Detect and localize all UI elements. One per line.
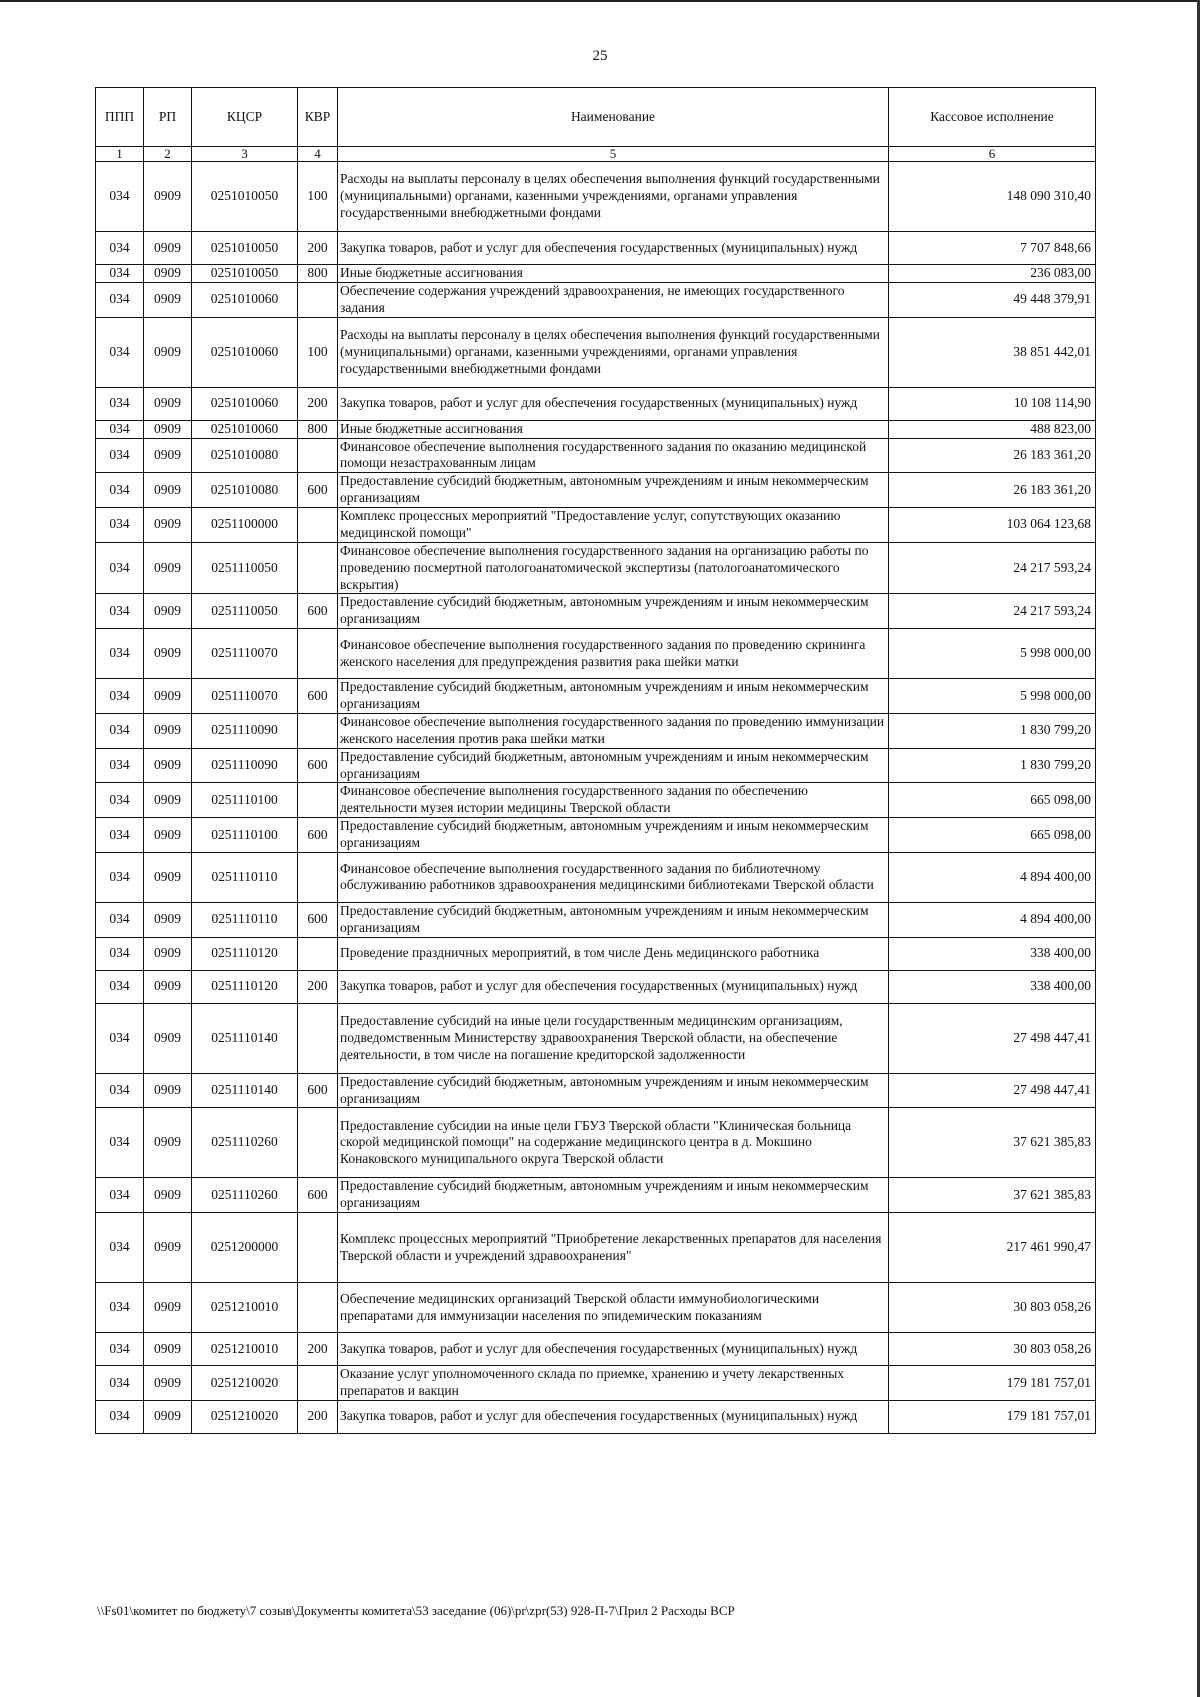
cell-name: Оказание услуг уполномоченного склада по приемке, хранению и учету лекарственных препаратов и вакцин xyxy=(338,1366,889,1401)
cell-name: Обеспечение содержания учреждений здравоохранения, не имеющих государственного задания xyxy=(338,282,889,317)
cell-kcsr: 0251110100 xyxy=(192,818,298,853)
cell-amount: 10 108 114,90 xyxy=(889,387,1096,420)
cell-kvr xyxy=(298,508,338,543)
cell-ppp: 034 xyxy=(96,473,144,508)
cell-ppp: 034 xyxy=(96,1283,144,1333)
cell-kvr: 100 xyxy=(298,162,338,232)
table-row xyxy=(96,818,1096,853)
cell-ppp: 034 xyxy=(96,852,144,902)
cell-rp: 0909 xyxy=(144,162,192,232)
header-name: Наименование xyxy=(338,88,889,147)
cell-rp: 0909 xyxy=(144,542,192,594)
table-row xyxy=(96,902,1096,937)
cell-name: Закупка товаров, работ и услуг для обеспечения государственных (муниципальных) нужд xyxy=(338,1333,889,1366)
table-row xyxy=(96,970,1096,1003)
cell-name: Финансовое обеспечение выполнения государственного задания по проведению иммунизации женского населения против рака шейки матки xyxy=(338,713,889,748)
table-row xyxy=(96,473,1096,508)
cell-name: Иные бюджетные ассигнования xyxy=(338,265,889,283)
cell-ppp: 034 xyxy=(96,542,144,594)
cell-name: Предоставление субсидий бюджетным, автономным учреждениям и иным некоммерческим организациям xyxy=(338,818,889,853)
cell-amount: 5 998 000,00 xyxy=(889,629,1096,679)
cell-kcsr: 0251110070 xyxy=(192,629,298,679)
cell-name: Расходы на выплаты персоналу в целях обеспечения выполнения функций государственными (муниципальными) органами, казенными учреждениями, органами управления государственными внебюджетными фондами xyxy=(338,317,889,387)
column-number: 1 xyxy=(96,147,144,162)
cell-kvr: 600 xyxy=(298,902,338,937)
table-row xyxy=(96,1366,1096,1401)
table-header-row xyxy=(96,88,1096,147)
cell-kcsr: 0251110050 xyxy=(192,594,298,629)
cell-ppp: 034 xyxy=(96,818,144,853)
cell-amount: 38 851 442,01 xyxy=(889,317,1096,387)
cell-name: Предоставление субсидий бюджетным, автономным учреждениям и иным некоммерческим организациям xyxy=(338,594,889,629)
cell-rp: 0909 xyxy=(144,282,192,317)
cell-amount: 4 894 400,00 xyxy=(889,902,1096,937)
cell-ppp: 034 xyxy=(96,902,144,937)
cell-kcsr: 0251110090 xyxy=(192,713,298,748)
cell-amount: 26 183 361,20 xyxy=(889,438,1096,473)
cell-ppp: 034 xyxy=(96,1366,144,1401)
cell-kcsr: 0251010080 xyxy=(192,473,298,508)
cell-name: Предоставление субсидий бюджетным, автономным учреждениям и иным некоммерческим организациям xyxy=(338,902,889,937)
cell-kcsr: 0251110120 xyxy=(192,937,298,970)
cell-kcsr: 0251110050 xyxy=(192,542,298,594)
cell-kvr: 200 xyxy=(298,232,338,265)
column-number: 2 xyxy=(144,147,192,162)
cell-kcsr: 0251110260 xyxy=(192,1178,298,1213)
cell-kvr xyxy=(298,438,338,473)
cell-rp: 0909 xyxy=(144,508,192,543)
cell-kvr: 200 xyxy=(298,387,338,420)
cell-kcsr: 0251110120 xyxy=(192,970,298,1003)
table-row xyxy=(96,629,1096,679)
cell-kcsr: 0251210010 xyxy=(192,1333,298,1366)
cell-kcsr: 0251010050 xyxy=(192,265,298,283)
cell-kcsr: 0251010060 xyxy=(192,387,298,420)
cell-kcsr: 0251110260 xyxy=(192,1108,298,1178)
cell-kvr: 800 xyxy=(298,265,338,283)
cell-kvr xyxy=(298,282,338,317)
header-kvr: КВР xyxy=(298,88,338,147)
cell-name: Финансовое обеспечение выполнения государственного задания по оказанию медицинской помощи незастрахованным лицам xyxy=(338,438,889,473)
cell-rp: 0909 xyxy=(144,970,192,1003)
header-amount: Кассовое исполнение xyxy=(889,88,1096,147)
table-row xyxy=(96,937,1096,970)
cell-kcsr: 0251210020 xyxy=(192,1366,298,1401)
cell-amount: 5 998 000,00 xyxy=(889,679,1096,714)
cell-kcsr: 0251010060 xyxy=(192,282,298,317)
cell-kvr xyxy=(298,1283,338,1333)
column-number: 6 xyxy=(889,147,1096,162)
scan-edge-top xyxy=(0,0,1200,2)
cell-amount: 665 098,00 xyxy=(889,783,1096,818)
cell-ppp: 034 xyxy=(96,1178,144,1213)
cell-ppp: 034 xyxy=(96,1333,144,1366)
cell-kvr: 200 xyxy=(298,1333,338,1366)
cell-ppp: 034 xyxy=(96,387,144,420)
cell-amount: 179 181 757,01 xyxy=(889,1400,1096,1433)
header-kcsr: КЦСР xyxy=(192,88,298,147)
table-row xyxy=(96,317,1096,387)
table-row xyxy=(96,1003,1096,1073)
cell-kvr xyxy=(298,1003,338,1073)
cell-kcsr: 0251010080 xyxy=(192,438,298,473)
cell-name: Предоставление субсидий бюджетным, автономным учреждениям и иным некоммерческим организациям xyxy=(338,679,889,714)
cell-kvr xyxy=(298,1108,338,1178)
cell-amount: 488 823,00 xyxy=(889,420,1096,438)
cell-rp: 0909 xyxy=(144,1003,192,1073)
cell-kvr: 600 xyxy=(298,594,338,629)
header-ppp: ППП xyxy=(96,88,144,147)
cell-name: Предоставление субсидий бюджетным, автономным учреждениям и иным некоммерческим организациям xyxy=(338,1073,889,1108)
cell-kcsr: 0251200000 xyxy=(192,1213,298,1283)
cell-rp: 0909 xyxy=(144,783,192,818)
cell-kvr xyxy=(298,542,338,594)
cell-ppp: 034 xyxy=(96,679,144,714)
table-row xyxy=(96,387,1096,420)
cell-amount: 26 183 361,20 xyxy=(889,473,1096,508)
cell-rp: 0909 xyxy=(144,1178,192,1213)
table-row xyxy=(96,438,1096,473)
cell-ppp: 034 xyxy=(96,265,144,283)
cell-name: Финансовое обеспечение выполнения государственного задания по обеспечению деятельности музея истории медицины Тверской области xyxy=(338,783,889,818)
cell-kcsr: 0251010050 xyxy=(192,162,298,232)
table-row xyxy=(96,508,1096,543)
cell-amount: 24 217 593,24 xyxy=(889,542,1096,594)
cell-amount: 24 217 593,24 xyxy=(889,594,1096,629)
cell-rp: 0909 xyxy=(144,1283,192,1333)
cell-rp: 0909 xyxy=(144,1366,192,1401)
cell-kvr xyxy=(298,852,338,902)
cell-amount: 30 803 058,26 xyxy=(889,1283,1096,1333)
cell-ppp: 034 xyxy=(96,970,144,1003)
cell-name: Предоставление субсидий бюджетным, автономным учреждениям и иным некоммерческим организациям xyxy=(338,473,889,508)
cell-ppp: 034 xyxy=(96,282,144,317)
cell-kvr: 100 xyxy=(298,317,338,387)
cell-name: Проведение праздничных мероприятий, в том числе День медицинского работника xyxy=(338,937,889,970)
table-row xyxy=(96,1073,1096,1108)
cell-kcsr: 0251110090 xyxy=(192,748,298,783)
cell-rp: 0909 xyxy=(144,902,192,937)
cell-kvr: 600 xyxy=(298,1073,338,1108)
cell-kcsr: 0251110140 xyxy=(192,1073,298,1108)
cell-amount: 236 083,00 xyxy=(889,265,1096,283)
cell-rp: 0909 xyxy=(144,937,192,970)
cell-name: Обеспечение медицинских организаций Тверской области иммунобиологическими препаратами для иммунизации населения по эпидемическим показаниям xyxy=(338,1283,889,1333)
cell-kvr: 600 xyxy=(298,748,338,783)
cell-amount: 30 803 058,26 xyxy=(889,1333,1096,1366)
cell-rp: 0909 xyxy=(144,1333,192,1366)
table-row xyxy=(96,1333,1096,1366)
table-row xyxy=(96,162,1096,232)
cell-kcsr: 0251210020 xyxy=(192,1400,298,1433)
cell-kvr xyxy=(298,713,338,748)
table-row xyxy=(96,713,1096,748)
table-row xyxy=(96,1213,1096,1283)
table-row xyxy=(96,594,1096,629)
cell-amount: 217 461 990,47 xyxy=(889,1213,1096,1283)
cell-kvr: 600 xyxy=(298,679,338,714)
table-row xyxy=(96,1283,1096,1333)
cell-ppp: 034 xyxy=(96,1400,144,1433)
cell-kcsr: 0251010060 xyxy=(192,420,298,438)
table-row xyxy=(96,748,1096,783)
cell-rp: 0909 xyxy=(144,679,192,714)
cell-rp: 0909 xyxy=(144,420,192,438)
cell-kcsr: 0251110110 xyxy=(192,852,298,902)
cell-ppp: 034 xyxy=(96,1213,144,1283)
cell-name: Предоставление субсидий бюджетным, автономным учреждениям и иным некоммерческим организациям xyxy=(338,748,889,783)
cell-name: Иные бюджетные ассигнования xyxy=(338,420,889,438)
table-row xyxy=(96,1108,1096,1178)
cell-rp: 0909 xyxy=(144,713,192,748)
cell-kcsr: 0251010050 xyxy=(192,232,298,265)
column-number: 3 xyxy=(192,147,298,162)
column-number-row xyxy=(96,147,1096,162)
cell-amount: 1 830 799,20 xyxy=(889,713,1096,748)
cell-kcsr: 0251110110 xyxy=(192,902,298,937)
cell-kvr: 800 xyxy=(298,420,338,438)
cell-rp: 0909 xyxy=(144,594,192,629)
table-row xyxy=(96,1178,1096,1213)
cell-ppp: 034 xyxy=(96,713,144,748)
cell-kvr xyxy=(298,1366,338,1401)
column-number: 5 xyxy=(338,147,889,162)
cell-name: Предоставление субсидий бюджетным, автономным учреждениям и иным некоммерческим организациям xyxy=(338,1178,889,1213)
cell-ppp: 034 xyxy=(96,420,144,438)
cell-kvr: 200 xyxy=(298,970,338,1003)
footer-file-path: \\Fs01\комитет по бюджету\7 созыв\Документы комитета\53 заседание (06)\pr\zpr(53) 928-П-7\Прил 2 Расходы ВСР xyxy=(97,1603,735,1618)
cell-kcsr: 0251110140 xyxy=(192,1003,298,1073)
cell-ppp: 034 xyxy=(96,1108,144,1178)
cell-amount: 338 400,00 xyxy=(889,937,1096,970)
budget-table xyxy=(95,87,1096,1434)
cell-ppp: 034 xyxy=(96,162,144,232)
cell-rp: 0909 xyxy=(144,818,192,853)
cell-amount: 338 400,00 xyxy=(889,970,1096,1003)
cell-name: Предоставление субсидии на иные цели ГБУЗ Тверской области "Клиническая больница скорой медицинской помощи" на содержание медицинского центра в д. Мокшино Конаковского муниципального округа Тверской области xyxy=(338,1108,889,1178)
cell-amount: 103 064 123,68 xyxy=(889,508,1096,543)
cell-name: Финансовое обеспечение выполнения государственного задания по проведению скрининга женского населения для предупреждения развития рака шейки матки xyxy=(338,629,889,679)
cell-name: Закупка товаров, работ и услуг для обеспечения государственных (муниципальных) нужд xyxy=(338,387,889,420)
cell-kvr: 200 xyxy=(298,1400,338,1433)
table-row xyxy=(96,679,1096,714)
table-row xyxy=(96,852,1096,902)
cell-ppp: 034 xyxy=(96,1003,144,1073)
cell-rp: 0909 xyxy=(144,748,192,783)
cell-kcsr: 0251110070 xyxy=(192,679,298,714)
cell-ppp: 034 xyxy=(96,508,144,543)
cell-rp: 0909 xyxy=(144,1108,192,1178)
cell-amount: 665 098,00 xyxy=(889,818,1096,853)
cell-ppp: 034 xyxy=(96,629,144,679)
cell-amount: 7 707 848,66 xyxy=(889,232,1096,265)
cell-kcsr: 0251210010 xyxy=(192,1283,298,1333)
cell-name: Предоставление субсидий на иные цели государственным медицинским организациям, подведомственным Министерству здравоохранения Тверской области, на обеспечение деятельности, в том числе на погашение кредиторской задолженности xyxy=(338,1003,889,1073)
cell-ppp: 034 xyxy=(96,748,144,783)
header-rp: РП xyxy=(144,88,192,147)
table-body xyxy=(96,162,1096,1434)
cell-kvr xyxy=(298,937,338,970)
cell-amount: 37 621 385,83 xyxy=(889,1178,1096,1213)
cell-rp: 0909 xyxy=(144,1073,192,1108)
table-row xyxy=(96,420,1096,438)
column-number: 4 xyxy=(298,147,338,162)
table-row xyxy=(96,783,1096,818)
cell-amount: 148 090 310,40 xyxy=(889,162,1096,232)
cell-kvr: 600 xyxy=(298,473,338,508)
cell-ppp: 034 xyxy=(96,317,144,387)
cell-kvr: 600 xyxy=(298,1178,338,1213)
cell-rp: 0909 xyxy=(144,438,192,473)
cell-rp: 0909 xyxy=(144,473,192,508)
cell-kvr xyxy=(298,783,338,818)
cell-amount: 37 621 385,83 xyxy=(889,1108,1096,1178)
cell-name: Финансовое обеспечение выполнения государственного задания по библиотечному обслуживанию работников здравоохранения медицинскими библиотеками Тверской области xyxy=(338,852,889,902)
table-row xyxy=(96,232,1096,265)
cell-kcsr: 0251110100 xyxy=(192,783,298,818)
cell-kvr xyxy=(298,1213,338,1283)
cell-kvr xyxy=(298,629,338,679)
table-row xyxy=(96,265,1096,283)
cell-ppp: 034 xyxy=(96,594,144,629)
cell-ppp: 034 xyxy=(96,438,144,473)
cell-kvr: 600 xyxy=(298,818,338,853)
cell-ppp: 034 xyxy=(96,1073,144,1108)
cell-amount: 179 181 757,01 xyxy=(889,1366,1096,1401)
cell-amount: 27 498 447,41 xyxy=(889,1003,1096,1073)
cell-rp: 0909 xyxy=(144,387,192,420)
cell-name: Расходы на выплаты персоналу в целях обеспечения выполнения функций государственными (муниципальными) органами, казенными учреждениями, органами управления государственными внебюджетными фондами xyxy=(338,162,889,232)
cell-rp: 0909 xyxy=(144,232,192,265)
table-row xyxy=(96,282,1096,317)
cell-ppp: 034 xyxy=(96,232,144,265)
cell-name: Комплекс процессных мероприятий "Предоставление услуг, сопутствующих оказанию медицинской помощи" xyxy=(338,508,889,543)
cell-rp: 0909 xyxy=(144,265,192,283)
cell-rp: 0909 xyxy=(144,629,192,679)
cell-rp: 0909 xyxy=(144,1213,192,1283)
cell-rp: 0909 xyxy=(144,1400,192,1433)
cell-name: Финансовое обеспечение выполнения государственного задания на организацию работы по проведению посмертной патологоанатомической экспертизы (патологоанатомического вскрытия) xyxy=(338,542,889,594)
page-number: 25 xyxy=(592,48,608,64)
cell-name: Комплекс процессных мероприятий "Приобретение лекарственных препаратов для населения Тверской области и учреждений здравоохранения" xyxy=(338,1213,889,1283)
cell-amount: 4 894 400,00 xyxy=(889,852,1096,902)
cell-name: Закупка товаров, работ и услуг для обеспечения государственных (муниципальных) нужд xyxy=(338,232,889,265)
cell-amount: 1 830 799,20 xyxy=(889,748,1096,783)
table-row xyxy=(96,1400,1096,1433)
cell-ppp: 034 xyxy=(96,783,144,818)
table-row xyxy=(96,542,1096,594)
cell-ppp: 034 xyxy=(96,937,144,970)
cell-kcsr: 0251100000 xyxy=(192,508,298,543)
cell-name: Закупка товаров, работ и услуг для обеспечения государственных (муниципальных) нужд xyxy=(338,970,889,1003)
cell-kcsr: 0251010060 xyxy=(192,317,298,387)
cell-amount: 49 448 379,91 xyxy=(889,282,1096,317)
cell-name: Закупка товаров, работ и услуг для обеспечения государственных (муниципальных) нужд xyxy=(338,1400,889,1433)
cell-amount: 27 498 447,41 xyxy=(889,1073,1096,1108)
cell-rp: 0909 xyxy=(144,852,192,902)
cell-rp: 0909 xyxy=(144,317,192,387)
